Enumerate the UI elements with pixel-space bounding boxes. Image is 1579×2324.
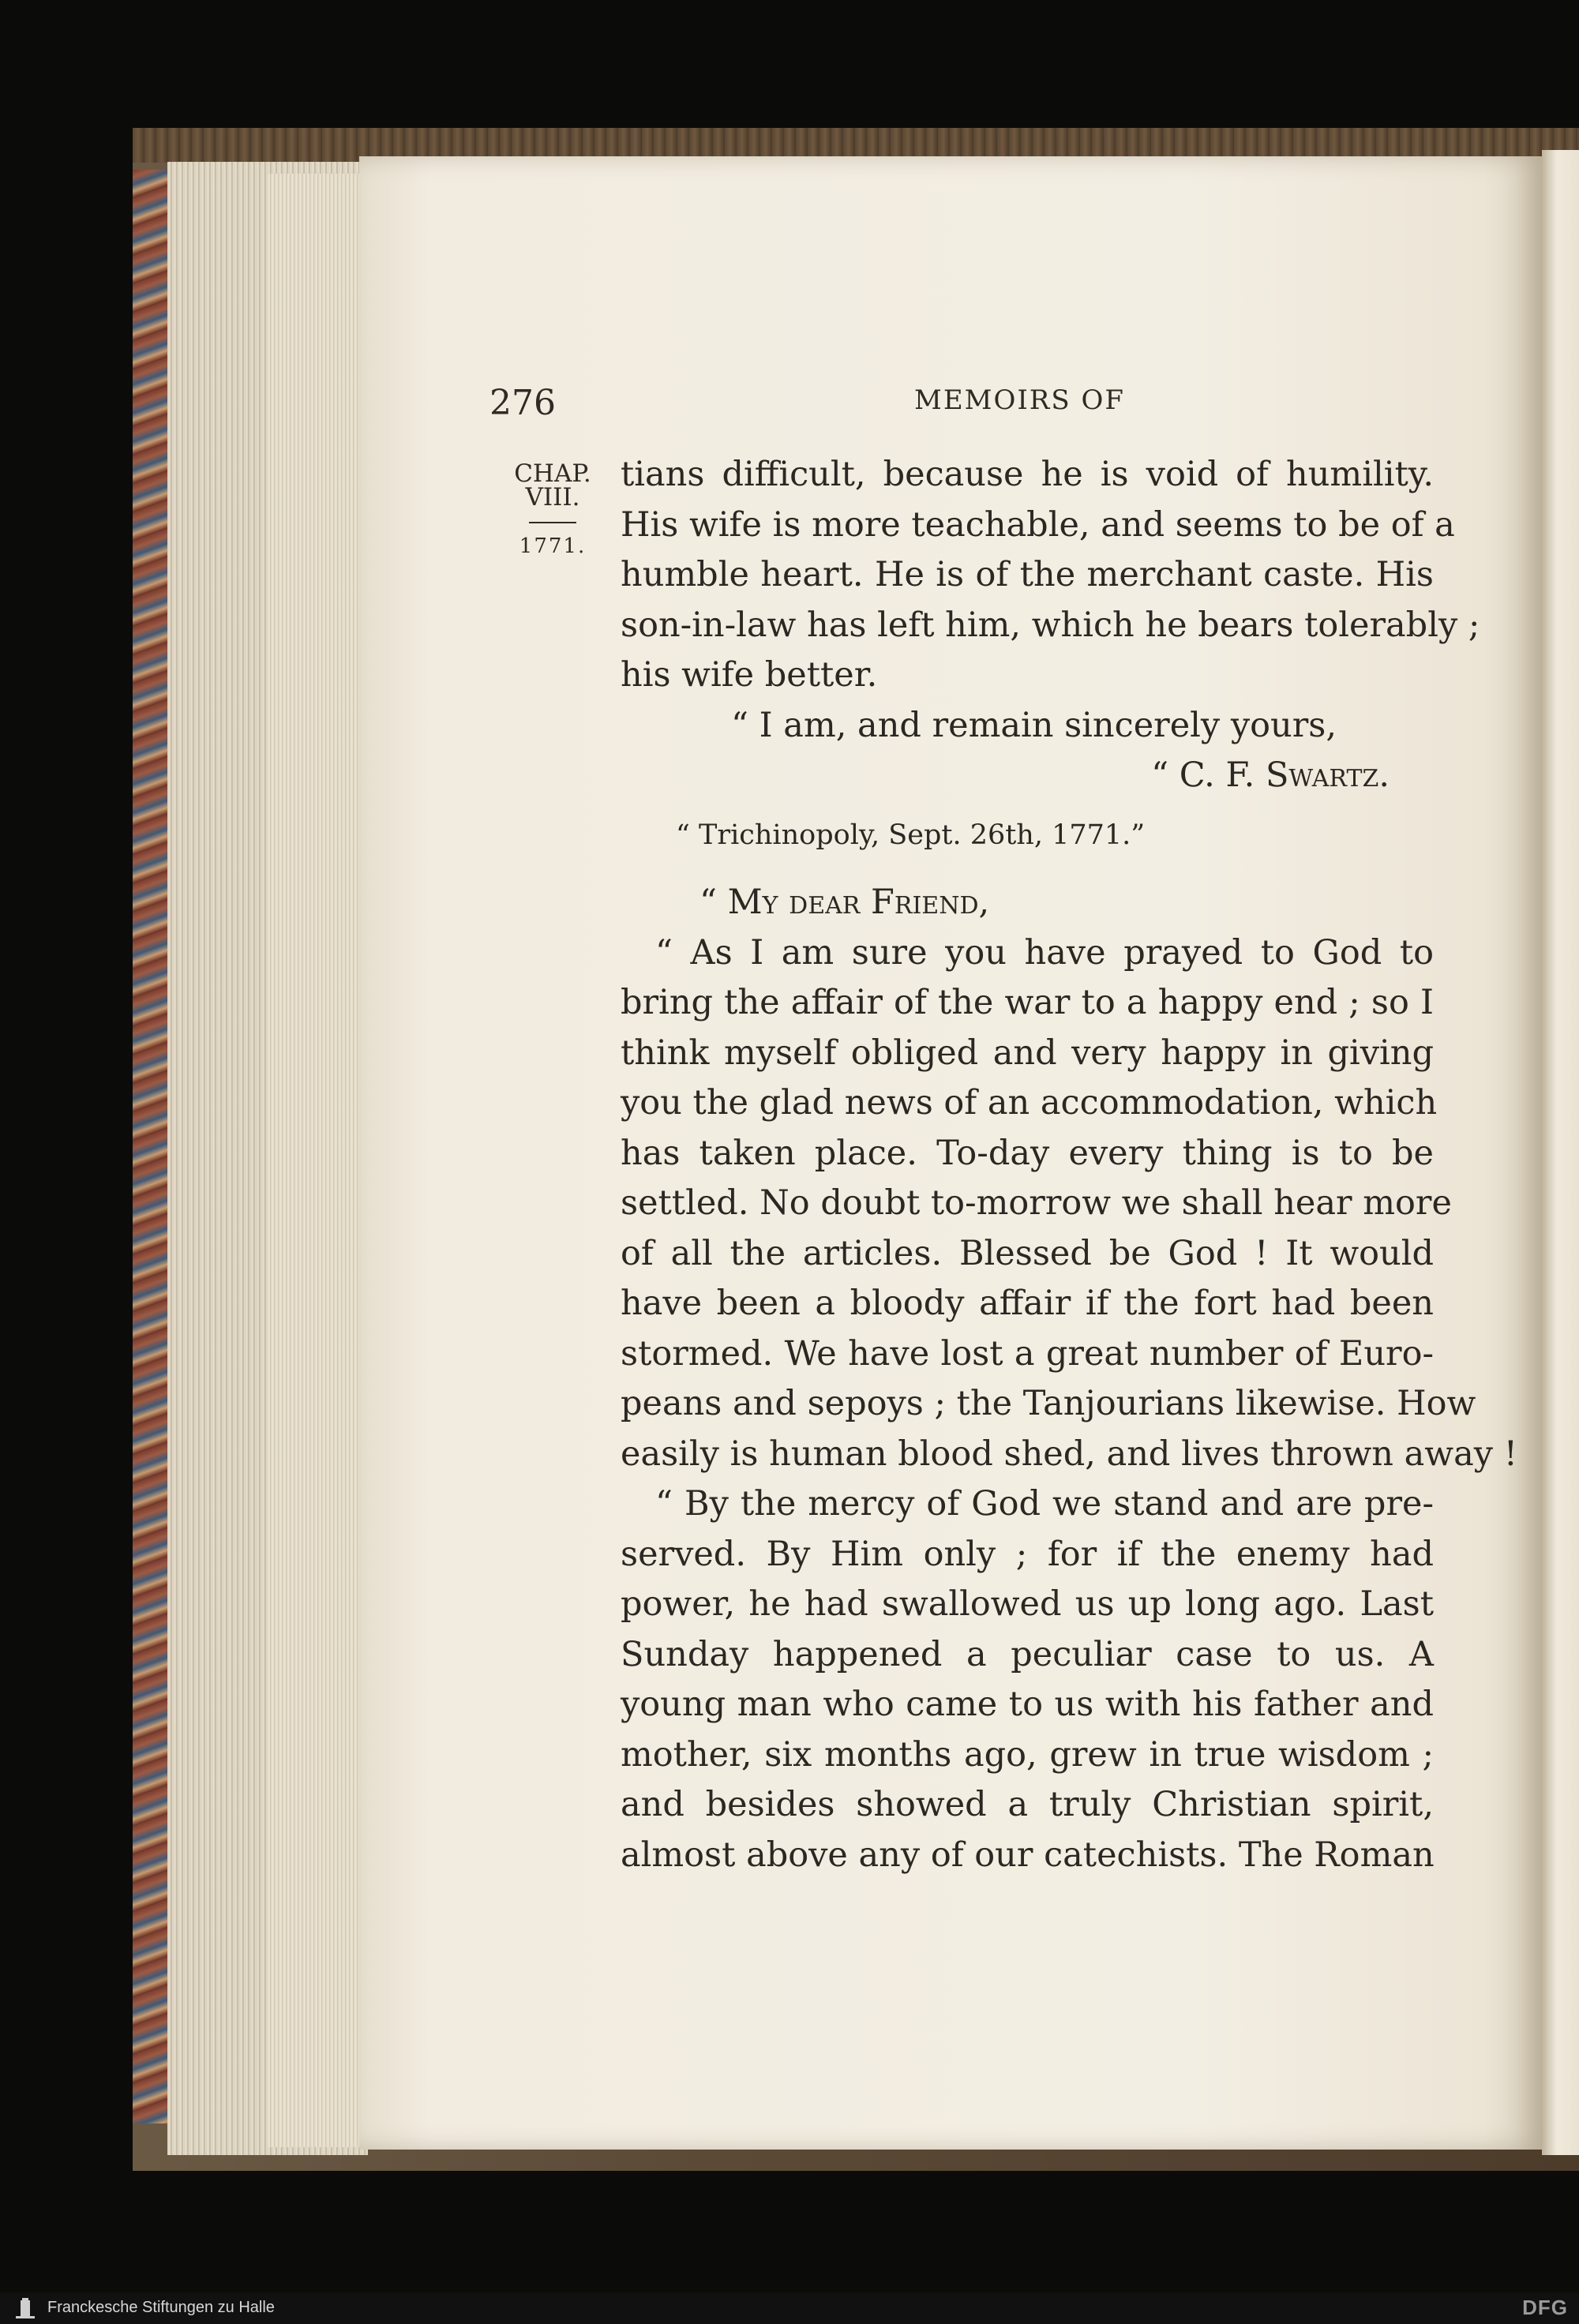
text-line: power, he had swallowed us up long ago. Last (621, 1584, 1434, 1624)
facing-page-edge (1542, 150, 1579, 2155)
viewer-footer (0, 2292, 1579, 2324)
text-line: his wife better. (621, 655, 878, 695)
text-line: Sunday happened a peculiar case to us. A (621, 1634, 1434, 1674)
text-line: bring the affair of the war to a happy end ; so I (621, 983, 1434, 1022)
text-line: young man who came to us with his father and (621, 1685, 1434, 1724)
text-line: mother, six months ago, grew in true wisdom ; (621, 1734, 1434, 1775)
salutation: “ My dear Friend, (699, 883, 990, 922)
text-line: think myself obliged and very happy in giving (621, 1033, 1434, 1073)
dateline: “ Trichinopoly, Sept. 26th, 1771.” (676, 819, 1146, 851)
margin-year: 1771. (519, 534, 587, 558)
text-line: stormed. We have lost a great number of Euro- (621, 1333, 1434, 1374)
text-line: easily is human blood shed, and lives thrown away ! (621, 1434, 1517, 1474)
text-line: settled. No doubt to-morrow we shall hear more (621, 1183, 1452, 1223)
text-line: and besides showed a truly Christian spirit, (621, 1785, 1434, 1824)
text-line: “ As I am sure you have prayed to God to (655, 932, 1434, 973)
text-line: has taken place. To-day every thing is to be (621, 1133, 1434, 1173)
chapter-number: VIII. (525, 483, 580, 512)
text-line: His wife is more teachable, and seems to be of a (621, 504, 1455, 545)
text-line: “ By the mercy of God we stand and are pre- (655, 1484, 1434, 1524)
text-line: humble heart. He is of the merchant caste. His (621, 555, 1434, 594)
text-line: peans and sepoys ; the Tanjourians likewise. How (621, 1384, 1476, 1423)
institution-name: Franckesche Stiftungen zu Halle (47, 2299, 275, 2316)
signature: “ C. F. Swartz. (1151, 755, 1390, 795)
page-number: 276 (489, 383, 556, 423)
text-line: served. By Him only ; for if the enemy had (621, 1534, 1434, 1574)
text-line: son-in-law has left him, which he bears tolerably ; (621, 605, 1480, 645)
closing-line: “ I am, and remain sincerely yours, (731, 705, 1337, 745)
text-line: have been a bloody affair if the fort had been (621, 1284, 1434, 1323)
chapter-label: CHAP. (514, 459, 591, 488)
chapter-margin-note (505, 459, 600, 558)
running-head: MEMOIRS OF (914, 384, 1125, 416)
text-line: almost above any of our catechists. The Roman (621, 1835, 1435, 1875)
text-line: tians difficult, because he is void of humility. (621, 455, 1434, 494)
text-line: you the glad news of an accommodation, which (621, 1083, 1438, 1123)
body-text (621, 450, 1517, 1880)
text-line: of all the articles. Blessed be God ! It would (621, 1233, 1434, 1273)
institution-logo-icon (9, 2297, 41, 2319)
margin-rule (529, 522, 576, 523)
dfg-logo: DFG (1522, 2296, 1568, 2319)
